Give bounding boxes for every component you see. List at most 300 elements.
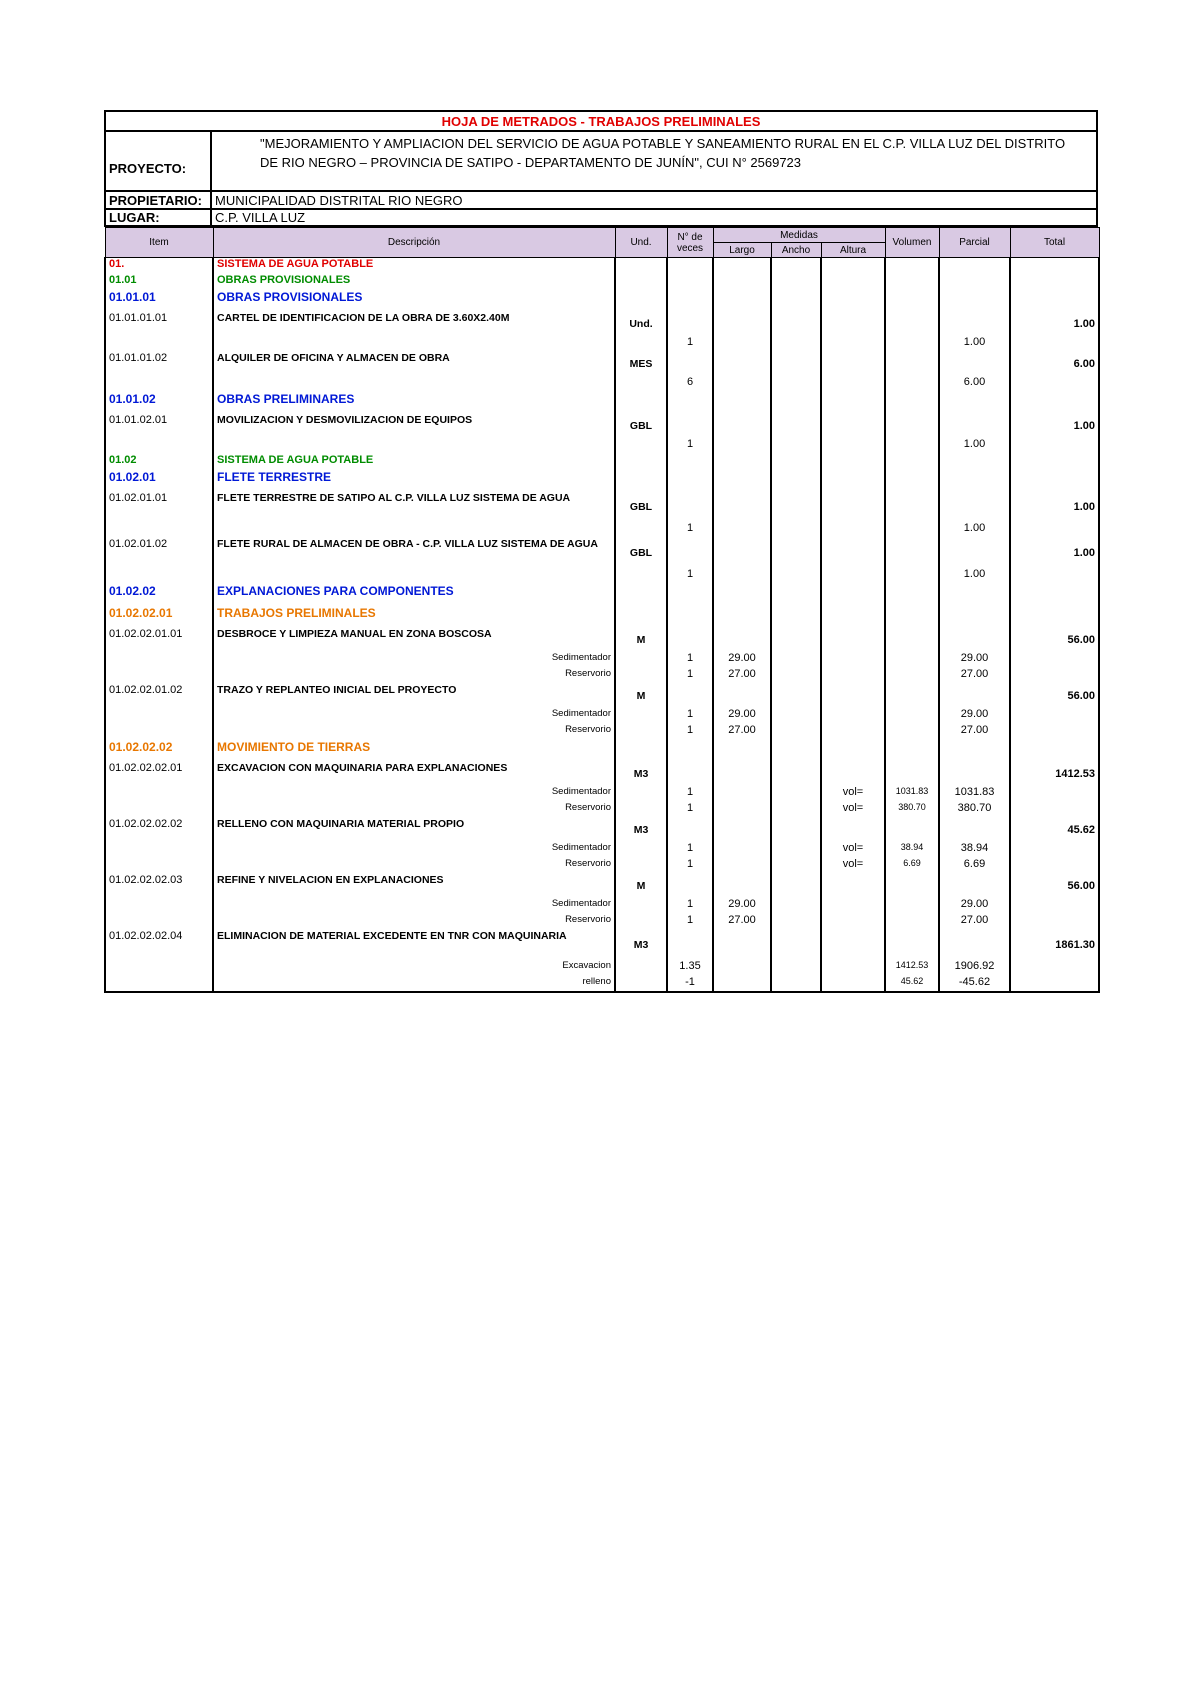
header-ancho: Ancho [771, 243, 821, 258]
cell-empty [885, 652, 939, 668]
table-row [105, 858, 1099, 874]
cell-empty [771, 842, 821, 858]
cell-empty [821, 874, 885, 898]
cell-und: M [615, 684, 667, 708]
cell-und: GBL [615, 538, 667, 568]
table-row [105, 438, 1099, 454]
cell-empty [821, 668, 885, 684]
cell-altura: vol= [821, 802, 885, 818]
cell-volumen: 6.69 [885, 858, 939, 874]
cell-largo: 27.00 [713, 668, 771, 684]
cell-empty [821, 538, 885, 568]
cell-empty [821, 818, 885, 842]
cell-empty [1010, 976, 1099, 992]
cell-empty [105, 802, 213, 818]
metrados-sheet [104, 110, 1098, 993]
lugar-value: C.P. VILLA LUZ [211, 209, 1097, 226]
header-veces: N° de veces [667, 228, 713, 258]
cell-empty [1010, 858, 1099, 874]
cell-und: GBL [615, 492, 667, 522]
cell-empty [771, 336, 821, 352]
cell-veces: 1 [667, 568, 713, 584]
cell-empty [1010, 568, 1099, 584]
cell-empty [939, 762, 1010, 786]
cell-empty [713, 414, 771, 438]
cell-empty [821, 606, 885, 628]
cell-empty [667, 492, 713, 522]
cell-desc: ALQUILER DE OFICINA Y ALMACEN DE OBRA [213, 352, 615, 376]
cell-desc: EXPLANACIONES PARA COMPONENTES [213, 584, 615, 606]
cell-parcial: 1.00 [939, 568, 1010, 584]
cell-empty [771, 274, 821, 290]
cell-parcial: 1906.92 [939, 960, 1010, 976]
cell-parcial: 38.94 [939, 842, 1010, 858]
cell-empty [939, 392, 1010, 414]
table-row [105, 818, 1099, 842]
cell-item: 01.02.01.01 [105, 492, 213, 522]
cell-empty [667, 470, 713, 492]
cell-empty [615, 740, 667, 762]
cell-empty [615, 708, 667, 724]
cell-empty [1010, 724, 1099, 740]
cell-empty [885, 584, 939, 606]
table-row [105, 842, 1099, 858]
table-row [105, 538, 1099, 568]
cell-item: 01.02.01.02 [105, 538, 213, 568]
table-row [105, 898, 1099, 914]
cell-empty [771, 258, 821, 274]
cell-empty [615, 842, 667, 858]
cell-empty [1010, 652, 1099, 668]
cell-empty [939, 628, 1010, 652]
cell-empty [1010, 960, 1099, 976]
cell-empty [939, 818, 1010, 842]
cell-empty [713, 874, 771, 898]
table-row [105, 930, 1099, 960]
cell-empty [105, 376, 213, 392]
cell-empty [667, 584, 713, 606]
cell-empty [939, 740, 1010, 762]
cell-empty [105, 438, 213, 454]
cell-empty [885, 290, 939, 312]
cell-empty [821, 724, 885, 740]
proyecto-label: PROYECTO: [105, 131, 211, 191]
cell-parcial: 6.69 [939, 858, 1010, 874]
cell-empty [615, 960, 667, 976]
cell-empty [885, 376, 939, 392]
cell-item: 01.02.02.02 [105, 740, 213, 762]
cell-empty [885, 438, 939, 454]
cell-parcial: 29.00 [939, 708, 1010, 724]
cell-empty [1010, 522, 1099, 538]
cell-empty [667, 606, 713, 628]
cell-empty [615, 898, 667, 914]
cell-empty [615, 470, 667, 492]
cell-empty [939, 538, 1010, 568]
cell-empty [713, 352, 771, 376]
cell-empty [105, 914, 213, 930]
cell-empty [885, 930, 939, 960]
cell-empty [821, 392, 885, 414]
cell-item: 01.02.02 [105, 584, 213, 606]
cell-empty [821, 976, 885, 992]
cell-empty [821, 628, 885, 652]
cell-altura: vol= [821, 842, 885, 858]
cell-parcial: 29.00 [939, 898, 1010, 914]
cell-empty [885, 492, 939, 522]
cell-empty [821, 652, 885, 668]
cell-empty [713, 684, 771, 708]
cell-parcial: 29.00 [939, 652, 1010, 668]
cell-empty [771, 858, 821, 874]
cell-desc: OBRAS PROVISIONALES [213, 290, 615, 312]
cell-empty [105, 522, 213, 538]
cell-und: Und. [615, 312, 667, 336]
cell-empty [939, 874, 1010, 898]
cell-empty [1010, 914, 1099, 930]
cell-empty [885, 258, 939, 274]
cell-largo: 29.00 [713, 898, 771, 914]
cell-veces: 1 [667, 522, 713, 538]
cell-empty [771, 522, 821, 538]
cell-empty [821, 584, 885, 606]
cell-empty [713, 454, 771, 470]
cell-item: 01.02.02.02.04 [105, 930, 213, 960]
table-row [105, 274, 1099, 290]
cell-veces: -1 [667, 976, 713, 992]
cell-parcial: -45.62 [939, 976, 1010, 992]
cell-total: 56.00 [1010, 684, 1099, 708]
table-row [105, 584, 1099, 606]
cell-parcial: 27.00 [939, 914, 1010, 930]
cell-empty [771, 960, 821, 976]
cell-empty [615, 568, 667, 584]
cell-empty [713, 960, 771, 976]
cell-empty [615, 336, 667, 352]
cell-veces: 6 [667, 376, 713, 392]
cell-empty [821, 762, 885, 786]
cell-item: 01.02 [105, 454, 213, 470]
cell-empty [1010, 584, 1099, 606]
header-largo: Largo [713, 243, 771, 258]
cell-largo: 27.00 [713, 914, 771, 930]
table-row [105, 874, 1099, 898]
cell-parcial: 1.00 [939, 522, 1010, 538]
table-row [105, 976, 1099, 992]
table-row [105, 352, 1099, 376]
cell-empty [885, 274, 939, 290]
cell-desc: RELLENO CON MAQUINARIA MATERIAL PROPIO [213, 818, 615, 842]
table-row [105, 652, 1099, 668]
cell-empty [821, 522, 885, 538]
cell-item: 01.01.01.02 [105, 352, 213, 376]
cell-empty [713, 470, 771, 492]
table-row [105, 914, 1099, 930]
cell-empty [1010, 606, 1099, 628]
cell-empty [771, 290, 821, 312]
cell-empty [821, 492, 885, 522]
cell-veces: 1.35 [667, 960, 713, 976]
cell-empty [1010, 668, 1099, 684]
propietario-label: PROPIETARIO: [105, 191, 211, 209]
cell-empty [1010, 376, 1099, 392]
cell-empty [667, 392, 713, 414]
cell-veces: 1 [667, 786, 713, 802]
cell-empty [667, 274, 713, 290]
cell-desc: SISTEMA DE AGUA POTABLE [213, 258, 615, 274]
table-row [105, 786, 1099, 802]
cell-veces: 1 [667, 652, 713, 668]
cell-empty [105, 960, 213, 976]
cell-empty [821, 312, 885, 336]
cell-empty [821, 414, 885, 438]
cell-empty [771, 470, 821, 492]
cell-empty [615, 858, 667, 874]
cell-empty [667, 290, 713, 312]
cell-item: 01.01.02.01 [105, 414, 213, 438]
cell-total: 6.00 [1010, 352, 1099, 376]
cell-empty [821, 960, 885, 976]
cell-volumen: 1412.53 [885, 960, 939, 976]
cell-empty [1010, 392, 1099, 414]
cell-empty [667, 414, 713, 438]
cell-empty [105, 568, 213, 584]
cell-sub: Reservorio [213, 802, 615, 818]
cell-parcial: 6.00 [939, 376, 1010, 392]
cell-total: 45.62 [1010, 818, 1099, 842]
cell-empty [885, 606, 939, 628]
cell-empty [885, 724, 939, 740]
cell-parcial: 1.00 [939, 336, 1010, 352]
cell-sub: Excavacion [213, 960, 615, 976]
table-row [105, 724, 1099, 740]
cell-sub: Reservorio [213, 914, 615, 930]
cell-empty [771, 584, 821, 606]
cell-empty [821, 258, 885, 274]
cell-desc: OBRAS PRELIMINARES [213, 392, 615, 414]
cell-empty [939, 584, 1010, 606]
cell-empty [713, 786, 771, 802]
cell-item: 01.02.01 [105, 470, 213, 492]
cell-empty [1010, 842, 1099, 858]
cell-veces: 1 [667, 842, 713, 858]
cell-empty [615, 376, 667, 392]
cell-empty [771, 786, 821, 802]
cell-veces: 1 [667, 336, 713, 352]
cell-empty [615, 802, 667, 818]
cell-empty [771, 818, 821, 842]
cell-veces: 1 [667, 708, 713, 724]
cell-sub: Sedimentador [213, 786, 615, 802]
cell-empty [105, 976, 213, 992]
cell-empty [939, 930, 1010, 960]
table-row [105, 522, 1099, 538]
cell-empty [213, 376, 615, 392]
cell-empty [667, 628, 713, 652]
cell-item: 01. [105, 258, 213, 274]
cell-desc: ELIMINACION DE MATERIAL EXCEDENTE EN TNR CON MAQUINARIA [213, 930, 615, 960]
cell-empty [713, 818, 771, 842]
cell-empty [821, 376, 885, 392]
table-row [105, 628, 1099, 652]
cell-empty [105, 652, 213, 668]
cell-item: 01.02.02.01.02 [105, 684, 213, 708]
cell-desc: MOVILIZACION Y DESMOVILIZACION DE EQUIPOS [213, 414, 615, 438]
cell-veces: 1 [667, 898, 713, 914]
header-total: Total [1010, 228, 1099, 258]
cell-empty [771, 684, 821, 708]
cell-altura: vol= [821, 786, 885, 802]
cell-volumen: 380.70 [885, 802, 939, 818]
cell-empty [771, 652, 821, 668]
cell-desc: OBRAS PROVISIONALES [213, 274, 615, 290]
cell-veces: 1 [667, 914, 713, 930]
cell-empty [713, 438, 771, 454]
cell-desc: TRABAJOS PRELIMINALES [213, 606, 615, 628]
cell-empty [885, 874, 939, 898]
cell-empty [821, 290, 885, 312]
cell-empty [771, 802, 821, 818]
cell-empty [105, 336, 213, 352]
cell-empty [771, 538, 821, 568]
cell-empty [1010, 708, 1099, 724]
header-table [104, 110, 1098, 227]
cell-empty [771, 762, 821, 786]
cell-empty [213, 336, 615, 352]
cell-empty [667, 684, 713, 708]
cell-altura: vol= [821, 858, 885, 874]
cell-empty [1010, 740, 1099, 762]
cell-veces: 1 [667, 438, 713, 454]
cell-empty [771, 628, 821, 652]
cell-empty [713, 312, 771, 336]
table-row [105, 336, 1099, 352]
cell-veces: 1 [667, 802, 713, 818]
proyecto-value: "MEJORAMIENTO Y AMPLIACION DEL SERVICIO DE AGUA POTABLE Y SANEAMIENTO RURAL EN EL C.P. VILLA LUZ DEL DISTRITO DE RIO NEGRO – PROVINCIA DE SATIPO - DEPARTAMENTO DE JUNÍN", CUI N° 2569723 [211, 131, 1097, 191]
cell-veces: 1 [667, 724, 713, 740]
cell-empty [885, 336, 939, 352]
cell-total: 1.00 [1010, 312, 1099, 336]
cell-empty [821, 684, 885, 708]
cell-empty [615, 584, 667, 606]
cell-empty [885, 454, 939, 470]
cell-empty [885, 628, 939, 652]
cell-empty [821, 898, 885, 914]
cell-empty [105, 786, 213, 802]
cell-empty [1010, 802, 1099, 818]
cell-empty [105, 858, 213, 874]
cell-sub: Sedimentador [213, 898, 615, 914]
table-row [105, 740, 1099, 762]
cell-und: MES [615, 352, 667, 376]
cell-empty [105, 842, 213, 858]
cell-empty [105, 898, 213, 914]
cell-empty [939, 290, 1010, 312]
cell-empty [939, 414, 1010, 438]
cell-empty [885, 818, 939, 842]
cell-empty [615, 786, 667, 802]
cell-empty [1010, 454, 1099, 470]
sheet-title: HOJA DE METRADOS - TRABAJOS PRELIMINALES [105, 111, 1097, 131]
cell-total: 56.00 [1010, 874, 1099, 898]
cell-empty [1010, 274, 1099, 290]
cell-empty [885, 352, 939, 376]
cell-empty [885, 392, 939, 414]
cell-volumen: 38.94 [885, 842, 939, 858]
cell-empty [213, 522, 615, 538]
cell-desc: FLETE TERRESTRE [213, 470, 615, 492]
cell-empty [771, 898, 821, 914]
cell-empty [667, 258, 713, 274]
cell-largo: 27.00 [713, 724, 771, 740]
cell-empty [213, 438, 615, 454]
cell-empty [771, 438, 821, 454]
cell-empty [771, 454, 821, 470]
cell-empty [713, 568, 771, 584]
cell-sub: Sedimentador [213, 708, 615, 724]
cell-empty [885, 414, 939, 438]
cell-empty [713, 274, 771, 290]
cell-empty [667, 312, 713, 336]
cell-empty [713, 740, 771, 762]
cell-empty [885, 470, 939, 492]
header-und: Und. [615, 228, 667, 258]
cell-total: 1861.30 [1010, 930, 1099, 960]
cell-empty [713, 606, 771, 628]
cell-empty [615, 522, 667, 538]
cell-veces: 1 [667, 858, 713, 874]
header-descripcion: Descripción [213, 228, 615, 258]
cell-empty [821, 336, 885, 352]
cell-empty [771, 376, 821, 392]
cell-empty [1010, 470, 1099, 492]
table-row [105, 606, 1099, 628]
table-row [105, 960, 1099, 976]
cell-desc: EXCAVACION CON MAQUINARIA PARA EXPLANACIONES [213, 762, 615, 786]
table-row [105, 290, 1099, 312]
cell-desc: FLETE TERRESTRE DE SATIPO AL C.P. VILLA LUZ SISTEMA DE AGUA [213, 492, 615, 522]
table-row [105, 762, 1099, 786]
cell-empty [713, 842, 771, 858]
cell-empty [939, 492, 1010, 522]
cell-sub: Reservorio [213, 668, 615, 684]
cell-desc: SISTEMA DE AGUA POTABLE [213, 454, 615, 470]
header-altura: Altura [821, 243, 885, 258]
cell-empty [821, 740, 885, 762]
cell-empty [885, 312, 939, 336]
cell-item: 01.01 [105, 274, 213, 290]
cell-empty [771, 724, 821, 740]
cell-empty [885, 522, 939, 538]
cell-desc: MOVIMIENTO DE TIERRAS [213, 740, 615, 762]
cell-empty [615, 274, 667, 290]
cell-empty [667, 538, 713, 568]
cell-empty [771, 492, 821, 522]
cell-empty [713, 628, 771, 652]
cell-empty [1010, 336, 1099, 352]
cell-und: M [615, 874, 667, 898]
cell-empty [713, 538, 771, 568]
cell-empty [939, 684, 1010, 708]
cell-empty [713, 492, 771, 522]
cell-empty [885, 538, 939, 568]
cell-total: 56.00 [1010, 628, 1099, 652]
cell-item: 01.02.02.01 [105, 606, 213, 628]
cell-item: 01.02.02.02.02 [105, 818, 213, 842]
cell-desc: REFINE Y NIVELACION EN EXPLANACIONES [213, 874, 615, 898]
cell-empty [771, 568, 821, 584]
cell-empty [821, 274, 885, 290]
